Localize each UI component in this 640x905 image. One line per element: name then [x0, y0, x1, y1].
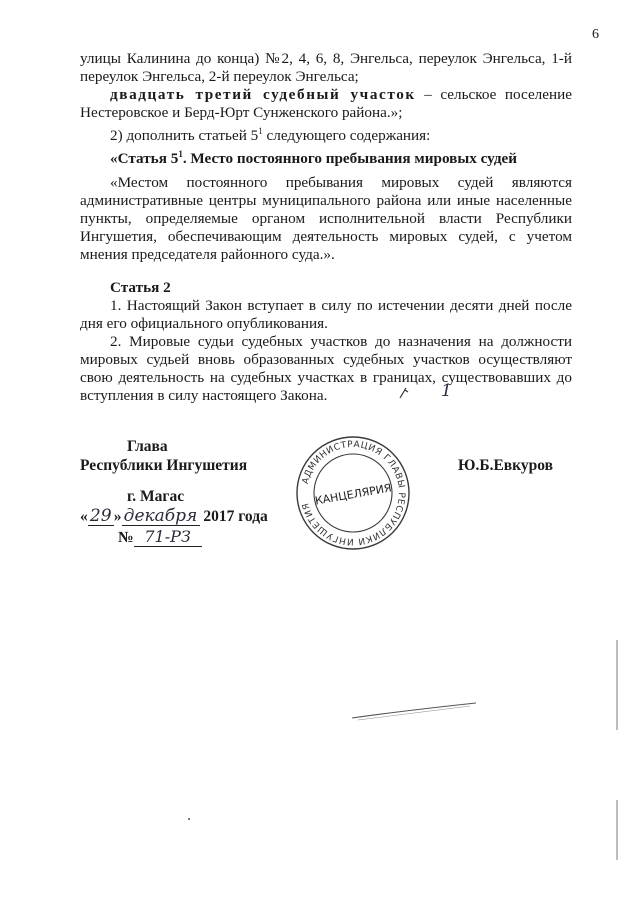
- text-line: 1. Настоящий Закон вступает в силу по истечении десяти дней после: [110, 297, 572, 314]
- margin-mark: 1: [441, 381, 452, 401]
- text-line: Нестеровское и Берд-Юрт Сунженского района.»;: [80, 104, 403, 121]
- signer-title-line1: Глава: [127, 438, 168, 455]
- district-23-text: – сельское поселение: [415, 86, 572, 103]
- text-line: вступления в силу настоящего Закона.: [80, 387, 328, 404]
- article-2: [80, 279, 572, 405]
- signing-date: [80, 507, 268, 526]
- text-line: мнения председателя районного суда.».: [80, 246, 335, 263]
- item-2-text: дополнить статьей 5: [122, 127, 259, 145]
- text-line: дня его официального опубликования.: [80, 315, 328, 332]
- article-title-text: «Статья 5: [110, 150, 179, 168]
- stamp-outer-text: АДМИНИСТРАЦИЯ ГЛАВЫ РЕСПУБЛИКИ ИНГУШЕТИЯ: [300, 439, 407, 547]
- text-line: административные центры муниципального района или иные населенные: [80, 192, 572, 209]
- signer-title-line2: Республики Ингушетия: [80, 457, 248, 474]
- amendment-list: [80, 50, 572, 168]
- text-line: свою деятельность на судебных участках в границах, существовавших до: [80, 369, 572, 386]
- date-day: 29: [88, 507, 114, 526]
- number-sign: №: [118, 529, 134, 546]
- date-month: декабря: [122, 507, 200, 526]
- signing-city: г. Магас: [127, 488, 185, 505]
- scan-edge-mark: [616, 800, 618, 860]
- text-line: 2. Мировые судьи судебных участков до назначения на должности: [110, 333, 572, 350]
- text-line: Ингушетия, обеспечивающим деятельность мировых судей, с учетом: [80, 228, 572, 245]
- text-line: мировых судьей вновь образованных судебных участков осуществляют: [80, 351, 572, 368]
- date-quote-open: «: [80, 508, 88, 525]
- page-number: 6: [592, 27, 599, 42]
- item-2-tail: следующего содержания:: [262, 127, 431, 145]
- text-line: переулок Энгельса, 2-й переулок Энгельса;: [80, 68, 359, 85]
- text-line: пункты, определяемые органом исполнительной власти Республики: [80, 210, 572, 227]
- text-line: «Местом постоянного пребывания мировых судей являются: [110, 174, 572, 191]
- article-title-superscript: 1: [178, 149, 183, 160]
- item-2-superscript: 1: [258, 126, 263, 136]
- article-5-1-body: [80, 174, 572, 264]
- check-mark-icon: [396, 384, 416, 404]
- item-2-line: [80, 122, 572, 145]
- date-quote-close: »: [113, 508, 122, 525]
- article-title-tail: . Место постоянного пребывания мировых судей: [182, 150, 517, 168]
- scan-edge-mark: [616, 640, 618, 730]
- pen-stroke: [350, 700, 480, 724]
- item-2-number: 2): [110, 127, 123, 145]
- stamp-center-text: КАНЦЕЛЯРИЯ: [313, 481, 393, 508]
- signer-name: Ю.Б.Евкуров: [458, 457, 553, 474]
- district-23-title: двадцать третий судебный участок: [110, 86, 416, 103]
- date-year: 2017 года: [203, 508, 268, 525]
- number-value: 71-РЗ: [134, 528, 202, 547]
- article-2-title: Статья 2: [110, 279, 171, 296]
- text-line: улицы Калинина до конца) №2, 4, 6, 8, Энгельса, переулок Энгельса, 1-й: [80, 50, 572, 67]
- article-5-1-title: [80, 145, 572, 168]
- office-stamp: [292, 432, 414, 554]
- district-23-line: [80, 86, 572, 104]
- law-number: [118, 528, 202, 547]
- scan-speck: [188, 818, 190, 820]
